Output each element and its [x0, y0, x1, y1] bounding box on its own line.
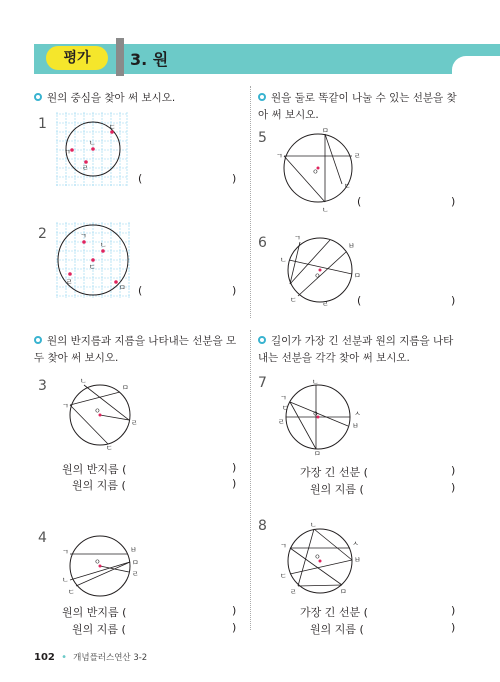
point-dot	[114, 280, 118, 284]
label-b: ㅂ	[348, 242, 355, 250]
diameter-answer-label: 원의 지름 (	[310, 483, 364, 496]
answer-close-paren: )	[451, 294, 456, 307]
point-dot	[91, 258, 95, 262]
label-n: ㄴ	[62, 576, 69, 584]
page-number: 102	[34, 652, 55, 663]
label-g: ㄱ	[62, 402, 69, 410]
label-r: ㄹ	[82, 164, 89, 172]
label-n: ㄴ	[89, 139, 96, 147]
label-n: ㄴ	[310, 521, 317, 529]
chord	[290, 242, 300, 284]
diameter-answer-label: 원의 지름 (	[72, 479, 126, 492]
longest-answer-label: 가장 긴 선분 (	[300, 466, 368, 479]
label-g: ㄱ	[280, 542, 287, 550]
label-s: ㅅ	[352, 540, 359, 548]
label-s: ㅅ	[354, 410, 361, 418]
answer-close-paren: )	[232, 172, 237, 185]
label-m: ㅁ	[354, 272, 361, 280]
label-m: ㅁ	[322, 127, 329, 135]
diameter	[76, 562, 130, 586]
label-d: ㄷ	[344, 182, 351, 190]
header-tab-notch	[452, 56, 500, 74]
answer-open-paren: (	[138, 172, 143, 185]
label-o: ㅇ	[314, 553, 321, 561]
answer-close-paren: )	[232, 604, 237, 617]
label-o: ㅇ	[94, 407, 101, 415]
problem-number: 8	[258, 518, 267, 534]
diameter-answer-label: 원의 지름 (	[310, 623, 364, 636]
unit-title: 3. 원	[130, 50, 169, 69]
problem-number: 6	[258, 235, 267, 251]
answer-close-paren: )	[232, 477, 237, 490]
problem-number: 2	[38, 226, 47, 242]
problem4-figure	[56, 532, 146, 600]
label-n: ㄴ	[100, 241, 107, 249]
problem2-figure	[56, 222, 130, 298]
chord	[298, 529, 314, 586]
label-m: ㅁ	[314, 450, 321, 458]
label-o: ㅇ	[314, 272, 321, 280]
problem-number: 1	[38, 116, 47, 132]
label-r: ㄹ	[290, 588, 297, 596]
label-o: ㅇ	[312, 168, 319, 176]
point-dot	[68, 272, 72, 276]
header-divider	[116, 38, 124, 76]
answer-close-paren: )	[451, 621, 456, 634]
chord	[298, 585, 342, 586]
radius-answer-label: 원의 반지름 (	[62, 463, 127, 476]
answer-close-paren: )	[232, 284, 237, 297]
book-title: 개념플러스연산 3-2	[73, 653, 148, 663]
label-m: ㅁ	[119, 284, 126, 292]
point-dot	[101, 249, 105, 253]
point-dot	[91, 147, 95, 151]
answer-close-paren: )	[451, 604, 456, 617]
label-m: ㅁ	[132, 559, 139, 567]
label-o: ㅇ	[312, 410, 319, 418]
label-g: ㄱ	[294, 234, 301, 242]
label-r: ㄹ	[66, 278, 73, 286]
label-d: ㄷ	[106, 444, 113, 452]
problem8-figure	[276, 522, 366, 598]
section4-instruction: 길이가 가장 긴 선분과 원의 지름을 나타내는 선분을 각각 찾아 써 보시오.	[258, 335, 454, 364]
evaluation-badge: 평가	[46, 46, 108, 70]
label-r: ㄹ	[354, 152, 361, 160]
label-n: ㄴ	[280, 256, 287, 264]
longest-answer-label: 가장 긴 선분 (	[300, 606, 368, 619]
answer-open-paren: (	[357, 294, 362, 307]
bullet-dot-icon: •	[61, 652, 67, 663]
label-r: ㄹ	[131, 419, 138, 427]
page-footer	[34, 651, 147, 663]
label-m: ㅁ	[340, 588, 347, 596]
column-divider-top	[250, 86, 251, 318]
answer-close-paren: )	[232, 461, 237, 474]
label-m: ㅁ	[122, 384, 129, 392]
problem-number: 5	[258, 130, 267, 146]
radius-segment	[100, 415, 129, 420]
bullet-icon	[34, 336, 42, 344]
label-n: ㄴ	[80, 377, 87, 385]
label-r: ㄹ	[132, 570, 139, 578]
column-divider-bottom	[250, 330, 251, 630]
label-d: ㄷ	[109, 123, 116, 131]
section3-instruction: 원의 반지름과 지름을 나타내는 선분을 모두 찾아 써 보시오.	[34, 335, 237, 364]
answer-open-paren: (	[138, 284, 143, 297]
label-b: ㅂ	[354, 556, 361, 564]
problem-number: 4	[38, 530, 47, 546]
problem6-figure	[276, 234, 362, 308]
chord	[290, 240, 330, 284]
problem5-figure	[272, 127, 362, 214]
label-b: ㅂ	[130, 546, 137, 554]
chord	[70, 405, 108, 444]
label-d: ㄷ	[290, 296, 297, 304]
diameter-answer-label: 원의 지름 (	[72, 623, 126, 636]
label-r: ㄹ	[322, 300, 329, 308]
label-d: ㄷ	[280, 572, 287, 580]
label-o: ㅇ	[94, 558, 101, 566]
chord	[284, 156, 325, 202]
answer-close-paren: )	[232, 621, 237, 634]
radius-answer-label: 원의 반지름 (	[62, 606, 127, 619]
bullet-icon	[258, 336, 266, 344]
label-g: ㄱ	[276, 152, 283, 160]
label-b: ㅂ	[352, 422, 359, 430]
bullet-icon	[34, 93, 42, 101]
section2-instruction: 원을 둘로 똑같이 나눌 수 있는 선분을 찾아 써 보시오.	[258, 92, 457, 121]
problem7-figure	[276, 378, 366, 458]
label-n: ㄴ	[312, 378, 319, 386]
section1-instruction: 원의 중심을 찾아 써 보시오.	[34, 90, 244, 107]
label-g: ㄱ	[62, 548, 69, 556]
problem3-figure	[56, 378, 146, 450]
bullet-icon	[258, 93, 266, 101]
label-g: ㄱ	[80, 232, 87, 240]
answer-close-paren: )	[451, 195, 456, 208]
answer-open-paren: (	[357, 195, 362, 208]
problem-number: 7	[258, 375, 267, 391]
chord	[298, 252, 346, 296]
label-d: ㄷ	[282, 404, 289, 412]
label-d: ㄷ	[89, 263, 96, 271]
chord	[290, 402, 348, 426]
label-g: ㄱ	[64, 148, 71, 156]
label-r: ㄹ	[278, 418, 285, 426]
answer-close-paren: )	[451, 481, 456, 494]
label-d: ㄷ	[68, 588, 75, 596]
problem-number: 3	[38, 378, 47, 394]
problem1-figure	[56, 112, 128, 186]
label-n: ㄴ	[322, 206, 329, 214]
point-dot	[82, 240, 86, 244]
answer-close-paren: )	[451, 464, 456, 477]
label-g: ㄱ	[280, 394, 287, 402]
